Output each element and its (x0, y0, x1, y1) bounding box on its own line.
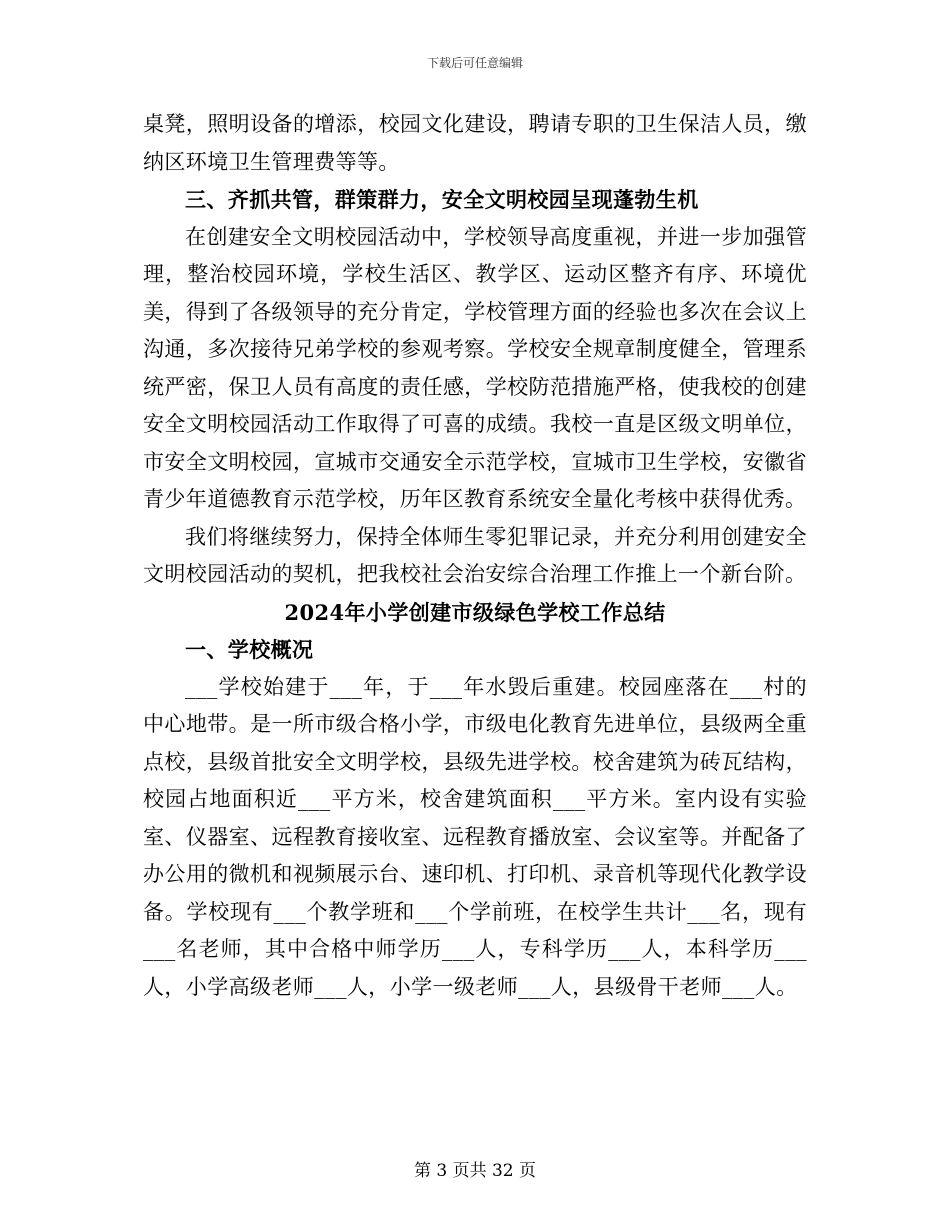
document-body (143, 106, 807, 1006)
paragraph-campus-management: 在创建安全文明校园活动中，学校领导高度重视，并进一步加强管理，整治校园环境，学校生活区、教学区、运动区整齐有序、环境优美，得到了各级领导的充分肯定，学校管理方面的经验也多次在会议上沟通，多次接待兄弟学校的参观考察。学校安全规章制度健全，管理系统严密，保卫人员有高度的责任感，学校防范措施严格，使我校的创建安全文明校园活动工作取得了可喜的成绩。我校一直是区级文明单位，市安全文明校园，宣城市交通安全示范学校，宣城市卫生学校，安徽省青少年道德教育示范学校，历年区教育系统安全量化考核中获得优秀。 (143, 224, 807, 511)
page-header: 下载后可任意编辑 (426, 56, 523, 70)
section-heading-1: 一、学校概况 (185, 637, 314, 662)
section-heading-3: 三、齐抓共管，群策群力，安全文明校园呈现蓬勃生机 (185, 187, 699, 212)
page-footer: 第 3 页共 32 页 (413, 1161, 537, 1181)
paragraph-continue-effort: 我们将继续努力，保持全体师生零犯罪记录，并充分利用创建安全文明校园活动的契机，把我校社会治安综合治理工作推上一个新台阶。 (143, 524, 807, 586)
document-title: 2024年小学创建市级绿色学校工作总结 (284, 599, 666, 625)
paragraph-continuation: 桌凳，照明设备的增添，校园文化建设，聘请专职的卫生保洁人员，缴纳区环境卫生管理费等等。 (143, 112, 807, 174)
paragraph-school-overview: ___学校始建于___年，于___年水毁后重建。校园座落在___村的中心地带。是一所市级合格小学，市级电化教育先进单位，县级两全重点校，县级首批安全文明学校，县级先进学校。校舍建筑为砖瓦结构，校园占地面积近___平方米，校舍建筑面积___平方米。室内设有实验室、仪器室、远程教育接收室、远程教育播放室、会议室等。并配备了办公用的微机和视频展示台、速印机、打印机、录音机等现代化教学设备。学校现有___个教学班和___个学前班，在校学生共计___名，现有___名老师，其中合格中师学历___人，专科学历___人，本科学历___人，小学高级老师___人，小学一级老师___人，县级骨干老师___人。 (143, 674, 807, 999)
